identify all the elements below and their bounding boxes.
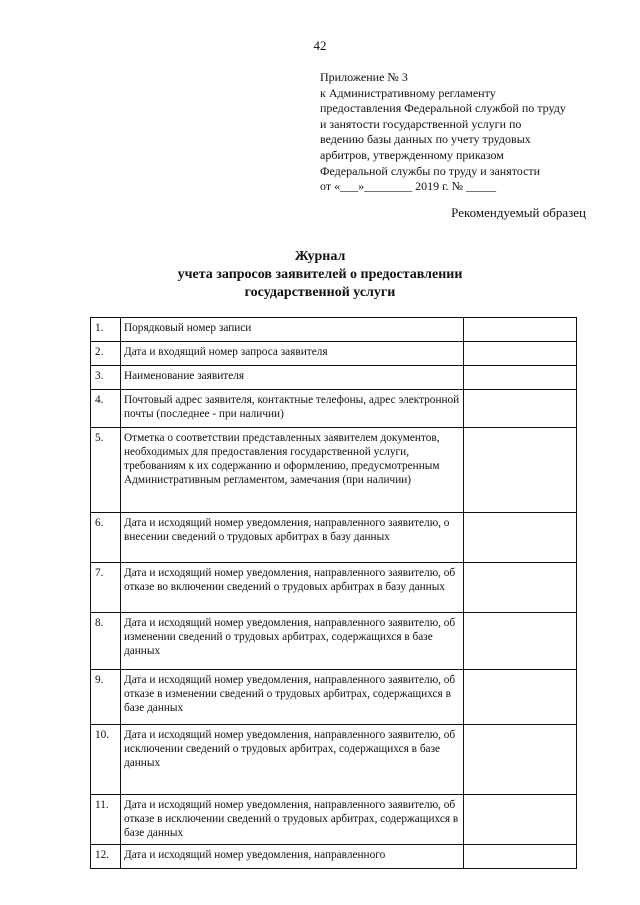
- row-number: 10.: [91, 725, 121, 795]
- table-row: [91, 366, 577, 390]
- sample-label: Рекомендуемый образец: [451, 205, 586, 220]
- row-number: 11.: [91, 795, 121, 845]
- row-number: 8.: [91, 613, 121, 670]
- row-description: Дата и исходящий номер уведомления, направленного заявителю, об исключении сведений о трудовых арбитрах, содержащихся в базе данных: [121, 725, 464, 795]
- table-row: [91, 725, 577, 795]
- appendix-line: арбитров, утвержденному приказом: [320, 147, 504, 162]
- row-value-cell[interactable]: [464, 428, 577, 513]
- row-value-cell[interactable]: [464, 513, 577, 563]
- table-row: [91, 670, 577, 725]
- appendix-date-line: от «___»________ 2019 г. № _____: [320, 179, 497, 194]
- row-value-cell[interactable]: [464, 845, 577, 869]
- row-description: Почтовый адрес заявителя, контактные телефоны, адрес электронной почты (последнее - при наличии): [121, 390, 464, 428]
- row-description: Дата и исходящий номер уведомления, направленного заявителю, об отказе во включении сведений о трудовых арбитрах в базу данных: [121, 563, 464, 613]
- title-line: Журнал: [294, 249, 346, 264]
- document-title: [0, 248, 640, 302]
- row-description: Дата и исходящий номер уведомления, направленного заявителю, об изменении сведений о трудовых арбитрах, содержащихся в базе данных: [121, 613, 464, 670]
- appendix-line: Федеральной службы по труду и занятости: [320, 163, 541, 178]
- row-description: Дата и входящий номер запроса заявителя: [121, 342, 464, 366]
- row-value-cell[interactable]: [464, 342, 577, 366]
- row-number: 4.: [91, 390, 121, 428]
- journal-table: [90, 317, 577, 869]
- row-value-cell[interactable]: [464, 795, 577, 845]
- row-number: 7.: [91, 563, 121, 613]
- appendix-line: ведению базы данных по учету трудовых: [320, 132, 531, 147]
- row-description: Порядковый номер записи: [121, 318, 464, 342]
- row-value-cell[interactable]: [464, 725, 577, 795]
- table-row: [91, 845, 577, 869]
- row-number: 6.: [91, 513, 121, 563]
- title-line: государственной услуги: [244, 285, 396, 300]
- table-row: [91, 613, 577, 670]
- row-value-cell[interactable]: [464, 318, 577, 342]
- appendix-line: предоставления Федеральной службой по труду: [320, 101, 566, 116]
- row-number: 1.: [91, 318, 121, 342]
- title-line: учета запросов заявителей о предоставлении: [177, 267, 463, 282]
- appendix-line: Приложение № 3: [320, 70, 408, 84]
- appendix-line: к Административному регламенту: [320, 85, 496, 100]
- row-value-cell[interactable]: [464, 563, 577, 613]
- row-description: Дата и исходящий номер уведомления, направленного: [121, 845, 464, 869]
- table-row: [91, 390, 577, 428]
- row-number: 5.: [91, 428, 121, 513]
- table-row: [91, 428, 577, 513]
- row-value-cell[interactable]: [464, 390, 577, 428]
- row-number: 3.: [91, 366, 121, 390]
- table-row: [91, 563, 577, 613]
- appendix-header: [320, 70, 600, 195]
- row-value-cell[interactable]: [464, 613, 577, 670]
- page-number: 42: [313, 38, 327, 53]
- row-number: 12.: [91, 845, 121, 869]
- row-number: 9.: [91, 670, 121, 725]
- table-row: [91, 342, 577, 366]
- row-description: Дата и исходящий номер уведомления, направленного заявителю, об отказе в исключении сведений о трудовых арбитрах, содержащихся в базе данных: [121, 795, 464, 845]
- row-description: Дата и исходящий номер уведомления, направленного заявителю, о внесении сведений о трудовых арбитрах в базу данных: [121, 513, 464, 563]
- row-description: Наименование заявителя: [121, 366, 464, 390]
- table-row: [91, 513, 577, 563]
- row-description: Отметка о соответствии представленных заявителем документов, необходимых для предоставления государственной услуги, требованиям к их содержанию и оформлению, предусмотренным Административным регламентом, замечания (при наличии): [121, 428, 464, 513]
- row-number: 2.: [91, 342, 121, 366]
- row-value-cell[interactable]: [464, 366, 577, 390]
- table-row: [91, 318, 577, 342]
- appendix-line: и занятости государственной услуги по: [320, 116, 522, 131]
- table-row: [91, 795, 577, 845]
- row-description: Дата и исходящий номер уведомления, направленного заявителю, об отказе в изменении сведений о трудовых арбитрах, содержащихся в базе данных: [121, 670, 464, 725]
- row-value-cell[interactable]: [464, 670, 577, 725]
